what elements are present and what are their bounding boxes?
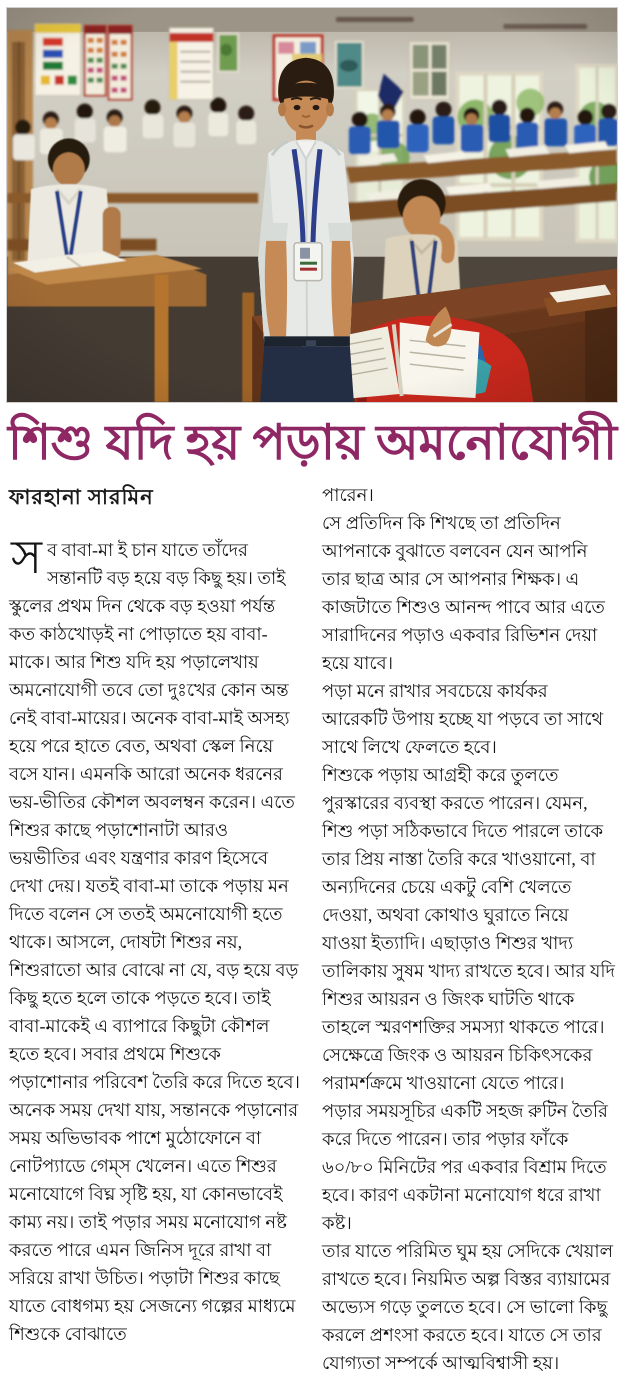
headline: শিশু যদি হয় পড়ায় অমনোযোগী: [8, 415, 618, 470]
byline: ফারহানা সারমিন: [9, 485, 154, 510]
right-paragraph: শিশুকে পড়ায় আগ্রহী করে তুলতে পুরস্কারের ব্যবস্থা করতে পারেন। যেমন, শিশু পড়া সঠিকভাবে দিতে পারলে তাকে তার প্রিয় নাস্তা তৈরি করে খাওয়ানো, বা অন্যদিনের চেয়ে একটু বেশি খেলতে দেওয়া, অথবা কোথাও ঘুরাতে নিয়ে যাওয়া ইত্যাদি। এছাড়াও শিশুর খাদ্য তালিকায় সুষম খাদ্য রাখতে হবে। আর যদি শিশুর আয়রন ও জিংক ঘাটতি থাকে তাহলে স্মরণশক্তির সমস্যা থাকতে পারে। সেক্ষেত্রে জিংক ও আয়রন চিকিৎসকের পরামর্শক্রমে খাওয়ানো যেতে পারে।: [322, 765, 615, 1094]
classroom-photo-illustration: [7, 8, 617, 402]
article-photo: [6, 7, 618, 403]
right-paragraph: পড়ার সময়সূচির একটি সহজ রুটিন তৈরি করে দিতে পারেন। তার পড়ার ফাঁকে ৬০/৮০ মিনিটের পর একবার বিশ্রাম দিতে হবে। কারণ একটানা মনোযোগ ধরে রাখা কষ্ট।: [322, 1101, 608, 1234]
right-paragraph: সে প্রতিদিন কি শিখছে তা প্রতিদিন আপনাকে বুঝাতে বলবেন যেন আপনি তার ছাত্র আর সে আপনার শিক্ষক। এ কাজটাতে শিশুও আনন্দ পাবে আর এতে সারাদিনের পড়াও একবার রিভিশন দেয়া হয়ে যাবে।: [322, 513, 605, 674]
right-column: [322, 481, 615, 1377]
right-paragraph: তার যাতে পরিমিত ঘুম হয় সেদিকে খেয়াল রাখতে হবে। নিয়মিত অল্প বিস্তর ব্যায়ামের অভ্যেস গড়ে তুলতে হবে। সে ভালো কিছু করলে প্রশংসা করতে হবে। যাতে সে তার যোগ্যতা সম্পর্কে আত্মবিশ্বাসী হয়।: [322, 1241, 614, 1374]
left-paragraph: [9, 532, 302, 1348]
article-body: [9, 481, 615, 1377]
right-paragraph: পারেন।: [322, 485, 374, 506]
drop-cap: স: [11, 532, 43, 585]
left-paragraph-text: ব বাবা-মা ই চান যাতে তাঁদের সন্তানটি বড় হয়ে বড় কিছু হয়। তাই স্কুলের প্রথম দিন থেকে বড় হওয়া পর্যন্ত কত কাঠখোড়ই না পোড়াতে হয় বাবা-মাকে। আর শিশু যদি হয় পড়ালেখায় অমনোযোগী তবে তো দুঃখের কোন অন্ত নেই বাবা-মায়ের। অনেক বাবা-মাই অসহ্য হয়ে পরে হাতে বেত, অথবা স্কেল নিয়ে বসে যান। এমনকি আরো অনেক ধরনের ভয়-ভীতির কৌশল অবলম্বন করেন। এতে শিশুর কাছে পড়াশোনাটা আরও ভয়ভীতির এবং যন্ত্রণার কারণ হিসেবে দেখা দেয়। যতই বাবা-মা তাকে পড়ায় মন দিতে বলেন সে ততই অমনোযোগী হতে থাকে। আসলে, দোষটা শিশুর নয়, শিশুরাতো আর বোঝে না যে, বড় হয়ে বড় কিছু হতে হলে তাকে পড়তে হবে। তাই বাবা-মাকেই এ ব্যাপারে কিছুটা কৌশল হতে হবে। সবার প্রথমে শিশুকে পড়াশোনার পরিবেশ তৈরি করে দিতে হবে। অনেক সময় দেখা যায়, সন্তানকে পড়ানোর সময় অভিভাবক পাশে মুঠোফোনে বা নোটপ্যাডে গেম্স খেলেন। এতে শিশুর মনোযোগে বিঘ্ন সৃষ্টি হয়, যা কোনভাবেই কাম্য নয়। তাই পড়ার সময় মনোযোগ নষ্ট করতে পারে এমন জিনিস দূরে রাখা বা সরিয়ে রাখা উচিত। পড়াটা শিশুর কাছে যাতে বোধগম্য হয় সেজন্যে গল্পের মাধ্যমে শিশুকে বোঝাতে: [9, 540, 300, 1345]
left-column: [9, 481, 302, 1377]
right-paragraph: পড়া মনে রাখার সবচেয়ে কার্যকর আরেকটি উপায় হচ্ছে যা পড়বে তা সাথে সাথে লিখে ফেলতে হবে।: [322, 681, 604, 758]
